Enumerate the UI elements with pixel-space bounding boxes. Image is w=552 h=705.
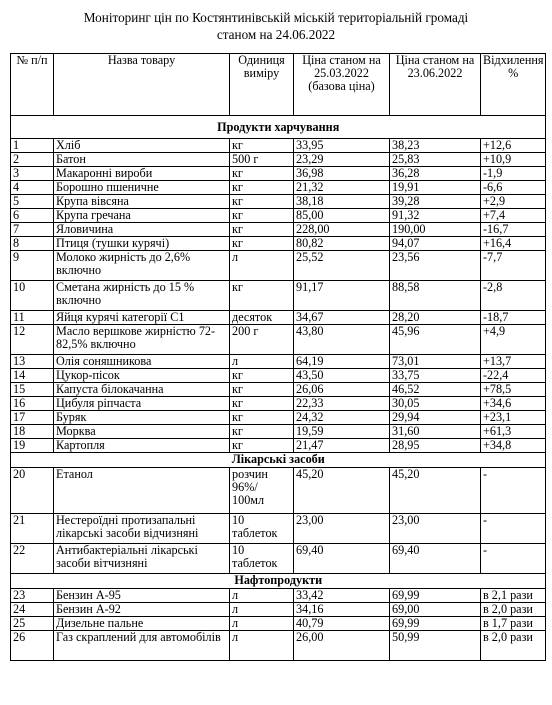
cell-price-current: 36,28 [390,167,481,181]
cell-deviation: +10,9 [481,153,546,167]
cell-unit: кг [230,209,294,223]
cell-price-current: 69,99 [390,589,481,603]
cell-name: Капуста білокачанна [54,383,230,397]
cell-unit: л [230,617,294,631]
cell-name: Птиця (тушки курячі) [54,237,230,251]
cell-unit: л [230,355,294,369]
section-title: Продукти харчування [11,116,546,139]
cell-num: 5 [11,195,54,209]
cell-price-current: 45,20 [390,468,481,514]
cell-price-current: 28,20 [390,311,481,325]
cell-deviation: +2,9 [481,195,546,209]
cell-unit: 10 таблеток [230,544,294,574]
cell-price-base: 80,82 [294,237,390,251]
cell-unit: кг [230,167,294,181]
cell-price-current: 69,00 [390,603,481,617]
table-row [11,223,546,237]
cell-unit: розчин 96%/ 100мл [230,468,294,514]
cell-deviation: в 1,7 рази [481,617,546,631]
table-header-row [11,54,546,116]
cell-name: Етанол [54,468,230,514]
cell-num: 3 [11,167,54,181]
table-row [11,425,546,439]
cell-name: Масло вершкове жирністю 72-82,5% включно [54,325,230,355]
table-body [11,116,546,661]
cell-deviation: в 2,1 рази [481,589,546,603]
table-row [11,325,546,355]
cell-num: 2 [11,153,54,167]
table-row [11,167,546,181]
cell-unit: л [230,589,294,603]
cell-num: 24 [11,603,54,617]
cell-deviation: +61,3 [481,425,546,439]
cell-deviation: -18,7 [481,311,546,325]
cell-price-current: 29,94 [390,411,481,425]
cell-unit: кг [230,397,294,411]
table-row [11,139,546,153]
cell-price-current: 73,01 [390,355,481,369]
cell-deviation: -6,6 [481,181,546,195]
cell-name: Батон [54,153,230,167]
table-row [11,383,546,397]
cell-num: 16 [11,397,54,411]
cell-deviation: +78,5 [481,383,546,397]
cell-name: Хліб [54,139,230,153]
cell-price-current: 19,91 [390,181,481,195]
cell-price-current: 69,40 [390,544,481,574]
cell-price-base: 33,42 [294,589,390,603]
cell-deviation: -22,4 [481,369,546,383]
cell-unit: кг [230,237,294,251]
cell-price-base: 21,47 [294,439,390,453]
cell-unit: л [230,631,294,661]
cell-price-base: 34,16 [294,603,390,617]
cell-num: 13 [11,355,54,369]
cell-unit: кг [230,181,294,195]
cell-num: 22 [11,544,54,574]
price-monitoring-table [10,53,546,661]
cell-deviation: -2,8 [481,281,546,311]
cell-name: Антибактеріальні лікарські засоби вітчизняні [54,544,230,574]
cell-unit: кг [230,195,294,209]
cell-price-current: 46,52 [390,383,481,397]
cell-num: 9 [11,251,54,281]
cell-name: Яловичина [54,223,230,237]
header-deviation: Відхилення % [481,54,546,116]
cell-price-current: 38,23 [390,139,481,153]
table-row [11,181,546,195]
cell-price-current: 28,95 [390,439,481,453]
cell-name: Сметана жирність до 15 % включно [54,281,230,311]
cell-deviation: +16,4 [481,237,546,251]
cell-name: Бензин А-95 [54,589,230,603]
cell-num: 1 [11,139,54,153]
cell-unit: кг [230,281,294,311]
cell-price-base: 34,67 [294,311,390,325]
table-row [11,617,546,631]
cell-name: Цукор-пісок [54,369,230,383]
table-row [11,281,546,311]
cell-num: 15 [11,383,54,397]
cell-price-base: 33,95 [294,139,390,153]
table-row [11,411,546,425]
header-price-base: Ціна станом на 25.03.2022 (базова ціна) [294,54,390,116]
cell-unit: 200 г [230,325,294,355]
cell-price-current: 25,83 [390,153,481,167]
cell-price-base: 36,98 [294,167,390,181]
title-line-2: станом на 24.06.2022 [216,27,336,42]
cell-price-base: 38,18 [294,195,390,209]
document-title [0,9,552,43]
cell-deviation: -16,7 [481,223,546,237]
cell-unit: кг [230,411,294,425]
header-price-current: Ціна станом на 23.06.2022 [390,54,481,116]
cell-num: 18 [11,425,54,439]
cell-price-current: 190,00 [390,223,481,237]
cell-unit: кг [230,223,294,237]
cell-price-current: 94,07 [390,237,481,251]
cell-price-current: 23,00 [390,514,481,544]
cell-name: Картопля [54,439,230,453]
table-row [11,209,546,223]
cell-num: 8 [11,237,54,251]
cell-name: Морква [54,425,230,439]
cell-name: Газ скраплений для автомобілів [54,631,230,661]
cell-deviation: +23,1 [481,411,546,425]
cell-price-base: 21,32 [294,181,390,195]
header-name: Назва товару [54,54,230,116]
cell-price-current: 23,56 [390,251,481,281]
cell-price-current: 30,05 [390,397,481,411]
table-row [11,195,546,209]
cell-price-current: 39,28 [390,195,481,209]
cell-price-base: 19,59 [294,425,390,439]
cell-deviation: +4,9 [481,325,546,355]
table-row [11,355,546,369]
cell-num: 21 [11,514,54,544]
cell-price-base: 23,29 [294,153,390,167]
cell-num: 4 [11,181,54,195]
cell-price-current: 88,58 [390,281,481,311]
cell-unit: л [230,603,294,617]
table-row [11,311,546,325]
cell-price-current: 69,99 [390,617,481,631]
cell-deviation: -1,9 [481,167,546,181]
cell-num: 26 [11,631,54,661]
cell-price-base: 64,19 [294,355,390,369]
cell-name: Крупа гречана [54,209,230,223]
table-row [11,251,546,281]
cell-name: Яйця курячі категорії С1 [54,311,230,325]
cell-unit: кг [230,425,294,439]
cell-name: Макаронні вироби [54,167,230,181]
cell-price-base: 43,50 [294,369,390,383]
table-row [11,153,546,167]
table-row [11,468,546,514]
cell-deviation: - [481,544,546,574]
cell-unit: 500 г [230,153,294,167]
cell-unit: кг [230,383,294,397]
cell-deviation: - [481,514,546,544]
cell-name: Буряк [54,411,230,425]
cell-price-current: 31,60 [390,425,481,439]
table-row [11,237,546,251]
table-row [11,631,546,661]
cell-price-base: 91,17 [294,281,390,311]
cell-name: Борошно пшеничне [54,181,230,195]
table-row [11,589,546,603]
cell-unit: кг [230,439,294,453]
cell-num: 11 [11,311,54,325]
cell-deviation: +34,6 [481,397,546,411]
cell-name: Бензин А-92 [54,603,230,617]
section-row [11,116,546,139]
section-title: Лікарські засоби [11,453,546,468]
cell-unit: л [230,251,294,281]
cell-unit: кг [230,369,294,383]
cell-num: 25 [11,617,54,631]
cell-price-base: 43,80 [294,325,390,355]
cell-price-base: 24,32 [294,411,390,425]
cell-deviation: +7,4 [481,209,546,223]
cell-num: 7 [11,223,54,237]
cell-price-base: 26,00 [294,631,390,661]
cell-unit: кг [230,139,294,153]
cell-deviation: в 2,0 рази [481,631,546,661]
cell-name: Крупа вівсяна [54,195,230,209]
cell-price-current: 33,75 [390,369,481,383]
cell-price-base: 23,00 [294,514,390,544]
cell-price-base: 228,00 [294,223,390,237]
cell-num: 10 [11,281,54,311]
table-row [11,544,546,574]
cell-name: Молоко жирність до 2,6% включно [54,251,230,281]
cell-num: 12 [11,325,54,355]
cell-price-base: 22,33 [294,397,390,411]
cell-name: Нестероїдні протизапальні лікарські засоби відчизняні [54,514,230,544]
table-row [11,439,546,453]
cell-num: 17 [11,411,54,425]
cell-price-base: 40,79 [294,617,390,631]
cell-unit: десяток [230,311,294,325]
cell-price-base: 25,52 [294,251,390,281]
table-row [11,603,546,617]
cell-num: 20 [11,468,54,514]
cell-deviation: +34,8 [481,439,546,453]
cell-price-base: 26,06 [294,383,390,397]
cell-deviation: +13,7 [481,355,546,369]
cell-price-base: 85,00 [294,209,390,223]
table-row [11,397,546,411]
cell-price-base: 45,20 [294,468,390,514]
cell-deviation: - [481,468,546,514]
section-title: Нафтопродукти [11,574,546,589]
cell-unit: 10 таблеток [230,514,294,544]
cell-deviation: +12,6 [481,139,546,153]
cell-name: Олія соняшникова [54,355,230,369]
cell-num: 14 [11,369,54,383]
header-num: № п/п [11,54,54,116]
section-row [11,574,546,589]
cell-num: 23 [11,589,54,603]
cell-num: 19 [11,439,54,453]
cell-price-base: 69,40 [294,544,390,574]
cell-name: Цибуля ріпчаста [54,397,230,411]
cell-price-current: 91,32 [390,209,481,223]
cell-price-current: 50,99 [390,631,481,661]
section-row [11,453,546,468]
title-line-1: Моніторинг цін по Костянтинівській міській територіальній громаді [83,10,469,25]
cell-deviation: в 2,0 рази [481,603,546,617]
header-unit: Одиниця виміру [230,54,294,116]
cell-price-current: 45,96 [390,325,481,355]
cell-deviation: -7,7 [481,251,546,281]
cell-name: Дизельне пальне [54,617,230,631]
table-row [11,369,546,383]
cell-num: 6 [11,209,54,223]
table-row [11,514,546,544]
